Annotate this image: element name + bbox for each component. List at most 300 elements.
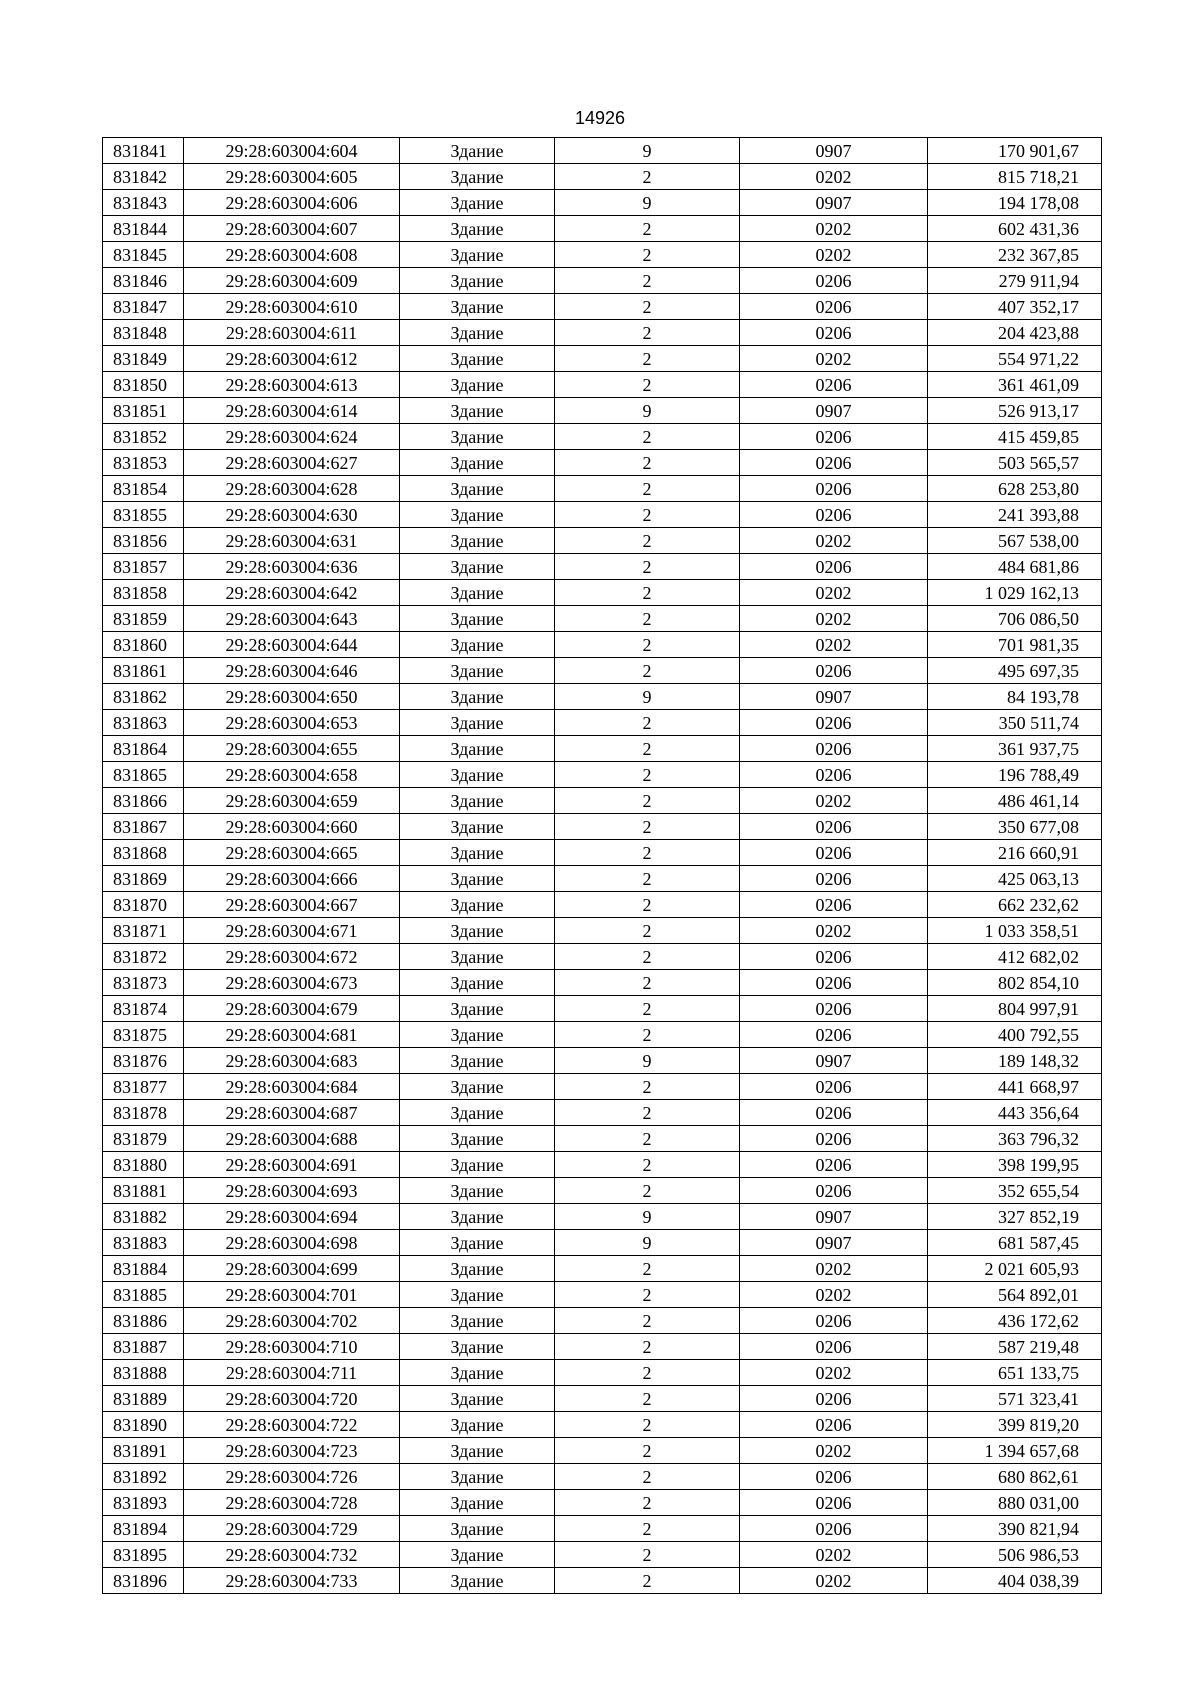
cadastral-value-cell: 204 423,88 (928, 320, 1102, 346)
group-code-cell: 2 (555, 944, 740, 970)
cadastral-value-cell: 327 852,19 (928, 1204, 1102, 1230)
cadastral-number-cell: 29:28:603004:699 (184, 1256, 400, 1282)
table-row (103, 294, 1102, 320)
object-type-cell: Здание (400, 944, 555, 970)
group-code-cell: 2 (555, 242, 740, 268)
object-type-cell: Здание (400, 1412, 555, 1438)
cadastral-number-cell: 29:28:603004:711 (184, 1360, 400, 1386)
group-code-cell: 2 (555, 892, 740, 918)
subgroup-code-cell: 0907 (740, 138, 928, 164)
table-row (103, 1542, 1102, 1568)
subgroup-code-cell: 0206 (740, 1126, 928, 1152)
object-type-cell: Здание (400, 1178, 555, 1204)
cadastral-value-cell: 363 796,32 (928, 1126, 1102, 1152)
table-row (103, 164, 1102, 190)
object-type-cell: Здание (400, 1464, 555, 1490)
group-code-cell: 2 (555, 502, 740, 528)
row-number-cell: 831882 (103, 1204, 184, 1230)
subgroup-code-cell: 0206 (740, 944, 928, 970)
table-row (103, 1334, 1102, 1360)
subgroup-code-cell: 0907 (740, 398, 928, 424)
subgroup-code-cell: 0206 (740, 866, 928, 892)
cadastral-number-cell: 29:28:603004:701 (184, 1282, 400, 1308)
group-code-cell: 2 (555, 918, 740, 944)
subgroup-code-cell: 0206 (740, 762, 928, 788)
subgroup-code-cell: 0206 (740, 1334, 928, 1360)
subgroup-code-cell: 0202 (740, 528, 928, 554)
group-code-cell: 9 (555, 684, 740, 710)
table-row (103, 1022, 1102, 1048)
row-number-cell: 831854 (103, 476, 184, 502)
object-type-cell: Здание (400, 1386, 555, 1412)
cadastral-number-cell: 29:28:603004:614 (184, 398, 400, 424)
group-code-cell: 2 (555, 1074, 740, 1100)
subgroup-code-cell: 0206 (740, 502, 928, 528)
table-row (103, 450, 1102, 476)
cadastral-number-cell: 29:28:603004:679 (184, 996, 400, 1022)
cadastral-number-cell: 29:28:603004:608 (184, 242, 400, 268)
subgroup-code-cell: 0206 (740, 1412, 928, 1438)
cadastral-number-cell: 29:28:603004:691 (184, 1152, 400, 1178)
cadastral-value-cell: 232 367,85 (928, 242, 1102, 268)
group-code-cell: 2 (555, 424, 740, 450)
cadastral-number-cell: 29:28:603004:653 (184, 710, 400, 736)
cadastral-value-cell: 484 681,86 (928, 554, 1102, 580)
table-row (103, 1490, 1102, 1516)
table-row (103, 1386, 1102, 1412)
row-number-cell: 831867 (103, 814, 184, 840)
subgroup-code-cell: 0202 (740, 606, 928, 632)
subgroup-code-cell: 0206 (740, 1074, 928, 1100)
row-number-cell: 831865 (103, 762, 184, 788)
row-number-cell: 831858 (103, 580, 184, 606)
table-row (103, 476, 1102, 502)
subgroup-code-cell: 0907 (740, 684, 928, 710)
row-number-cell: 831875 (103, 1022, 184, 1048)
cadastral-number-cell: 29:28:603004:710 (184, 1334, 400, 1360)
table-row (103, 840, 1102, 866)
table-row (103, 346, 1102, 372)
group-code-cell: 2 (555, 1516, 740, 1542)
object-type-cell: Здание (400, 164, 555, 190)
table-row (103, 1100, 1102, 1126)
cadastral-value-cell: 880 031,00 (928, 1490, 1102, 1516)
row-number-cell: 831859 (103, 606, 184, 632)
group-code-cell: 2 (555, 1126, 740, 1152)
cadastral-number-cell: 29:28:603004:609 (184, 268, 400, 294)
subgroup-code-cell: 0206 (740, 1308, 928, 1334)
table-row (103, 372, 1102, 398)
cadastral-value-cell: 361 937,75 (928, 736, 1102, 762)
group-code-cell: 2 (555, 606, 740, 632)
row-number-cell: 831863 (103, 710, 184, 736)
cadastral-value-cell: 628 253,80 (928, 476, 1102, 502)
cadastral-value-cell: 701 981,35 (928, 632, 1102, 658)
subgroup-code-cell: 0206 (740, 1178, 928, 1204)
cadastral-number-cell: 29:28:603004:659 (184, 788, 400, 814)
subgroup-code-cell: 0907 (740, 190, 928, 216)
subgroup-code-cell: 0907 (740, 1230, 928, 1256)
table-row (103, 1516, 1102, 1542)
cadastral-value-cell: 495 697,35 (928, 658, 1102, 684)
subgroup-code-cell: 0202 (740, 164, 928, 190)
subgroup-code-cell: 0202 (740, 242, 928, 268)
group-code-cell: 2 (555, 1282, 740, 1308)
group-code-cell: 2 (555, 450, 740, 476)
subgroup-code-cell: 0206 (740, 372, 928, 398)
group-code-cell: 2 (555, 372, 740, 398)
object-type-cell: Здание (400, 476, 555, 502)
object-type-cell: Здание (400, 736, 555, 762)
cadastral-value-cell: 407 352,17 (928, 294, 1102, 320)
cadastral-value-cell: 196 788,49 (928, 762, 1102, 788)
object-type-cell: Здание (400, 1100, 555, 1126)
cadastral-value-cell: 399 819,20 (928, 1412, 1102, 1438)
cadastral-value-cell: 815 718,21 (928, 164, 1102, 190)
table-row (103, 736, 1102, 762)
cadastral-value-cell: 170 901,67 (928, 138, 1102, 164)
object-type-cell: Здание (400, 346, 555, 372)
row-number-cell: 831878 (103, 1100, 184, 1126)
group-code-cell: 9 (555, 1048, 740, 1074)
row-number-cell: 831885 (103, 1282, 184, 1308)
group-code-cell: 2 (555, 1022, 740, 1048)
table-row (103, 970, 1102, 996)
cadastral-value-cell: 441 668,97 (928, 1074, 1102, 1100)
subgroup-code-cell: 0202 (740, 216, 928, 242)
object-type-cell: Здание (400, 684, 555, 710)
cadastral-value-cell: 216 660,91 (928, 840, 1102, 866)
object-type-cell: Здание (400, 268, 555, 294)
cadastral-number-cell: 29:28:603004:604 (184, 138, 400, 164)
group-code-cell: 2 (555, 736, 740, 762)
table-row (103, 658, 1102, 684)
cadastral-value-cell: 1 033 358,51 (928, 918, 1102, 944)
object-type-cell: Здание (400, 1438, 555, 1464)
cadastral-value-cell: 390 821,94 (928, 1516, 1102, 1542)
subgroup-code-cell: 0206 (740, 320, 928, 346)
row-number-cell: 831862 (103, 684, 184, 710)
group-code-cell: 2 (555, 710, 740, 736)
table-row (103, 788, 1102, 814)
table-row (103, 1204, 1102, 1230)
table-row (103, 1074, 1102, 1100)
subgroup-code-cell: 0202 (740, 346, 928, 372)
group-code-cell: 9 (555, 190, 740, 216)
cadastral-number-cell: 29:28:603004:624 (184, 424, 400, 450)
cadastral-value-cell: 681 587,45 (928, 1230, 1102, 1256)
table-row (103, 268, 1102, 294)
cadastral-number-cell: 29:28:603004:628 (184, 476, 400, 502)
table-row (103, 1126, 1102, 1152)
group-code-cell: 2 (555, 658, 740, 684)
cadastral-number-cell: 29:28:603004:683 (184, 1048, 400, 1074)
cadastral-value-cell: 398 199,95 (928, 1152, 1102, 1178)
cadastral-value-cell: 651 133,75 (928, 1360, 1102, 1386)
subgroup-code-cell: 0907 (740, 1204, 928, 1230)
table-row (103, 892, 1102, 918)
object-type-cell: Здание (400, 1568, 555, 1594)
table-row (103, 1412, 1102, 1438)
table-row (103, 1282, 1102, 1308)
subgroup-code-cell: 0206 (740, 1100, 928, 1126)
row-number-cell: 831880 (103, 1152, 184, 1178)
table-row (103, 1230, 1102, 1256)
subgroup-code-cell: 0206 (740, 1516, 928, 1542)
group-code-cell: 2 (555, 970, 740, 996)
table-row (103, 138, 1102, 164)
row-number-cell: 831876 (103, 1048, 184, 1074)
table-body (103, 138, 1102, 1594)
group-code-cell: 2 (555, 268, 740, 294)
subgroup-code-cell: 0202 (740, 1542, 928, 1568)
group-code-cell: 2 (555, 294, 740, 320)
subgroup-code-cell: 0206 (740, 658, 928, 684)
cadastral-value-cell: 486 461,14 (928, 788, 1102, 814)
cadastral-value-cell: 526 913,17 (928, 398, 1102, 424)
object-type-cell: Здание (400, 866, 555, 892)
object-type-cell: Здание (400, 294, 555, 320)
subgroup-code-cell: 0206 (740, 268, 928, 294)
row-number-cell: 831889 (103, 1386, 184, 1412)
subgroup-code-cell: 0907 (740, 1048, 928, 1074)
table-row (103, 762, 1102, 788)
subgroup-code-cell: 0206 (740, 554, 928, 580)
subgroup-code-cell: 0206 (740, 970, 928, 996)
object-type-cell: Здание (400, 1126, 555, 1152)
row-number-cell: 831855 (103, 502, 184, 528)
row-number-cell: 831842 (103, 164, 184, 190)
group-code-cell: 2 (555, 1256, 740, 1282)
row-number-cell: 831886 (103, 1308, 184, 1334)
cadastral-value-cell: 567 538,00 (928, 528, 1102, 554)
cadastral-number-cell: 29:28:603004:606 (184, 190, 400, 216)
group-code-cell: 2 (555, 814, 740, 840)
object-type-cell: Здание (400, 892, 555, 918)
cadastral-number-cell: 29:28:603004:732 (184, 1542, 400, 1568)
cadastral-number-cell: 29:28:603004:607 (184, 216, 400, 242)
object-type-cell: Здание (400, 1204, 555, 1230)
object-type-cell: Здание (400, 918, 555, 944)
cadastral-number-cell: 29:28:603004:644 (184, 632, 400, 658)
object-type-cell: Здание (400, 138, 555, 164)
object-type-cell: Здание (400, 528, 555, 554)
table-row (103, 1464, 1102, 1490)
cadastral-number-cell: 29:28:603004:722 (184, 1412, 400, 1438)
cadastral-value-cell: 506 986,53 (928, 1542, 1102, 1568)
cadastral-number-cell: 29:28:603004:665 (184, 840, 400, 866)
table-row (103, 424, 1102, 450)
row-number-cell: 831870 (103, 892, 184, 918)
cadastral-value-cell: 404 038,39 (928, 1568, 1102, 1594)
cadastral-number-cell: 29:28:603004:733 (184, 1568, 400, 1594)
cadastral-value-cell: 189 148,32 (928, 1048, 1102, 1074)
subgroup-code-cell: 0206 (740, 424, 928, 450)
group-code-cell: 2 (555, 1438, 740, 1464)
cadastral-number-cell: 29:28:603004:605 (184, 164, 400, 190)
cadastral-number-cell: 29:28:603004:611 (184, 320, 400, 346)
row-number-cell: 831857 (103, 554, 184, 580)
table-row (103, 996, 1102, 1022)
cadastral-number-cell: 29:28:603004:687 (184, 1100, 400, 1126)
group-code-cell: 2 (555, 1464, 740, 1490)
row-number-cell: 831844 (103, 216, 184, 242)
cadastral-value-cell: 436 172,62 (928, 1308, 1102, 1334)
group-code-cell: 2 (555, 216, 740, 242)
subgroup-code-cell: 0206 (740, 294, 928, 320)
row-number-cell: 831866 (103, 788, 184, 814)
subgroup-code-cell: 0202 (740, 632, 928, 658)
cadastral-number-cell: 29:28:603004:658 (184, 762, 400, 788)
group-code-cell: 2 (555, 1100, 740, 1126)
cadastral-value-cell: 1 394 657,68 (928, 1438, 1102, 1464)
object-type-cell: Здание (400, 1282, 555, 1308)
row-number-cell: 831864 (103, 736, 184, 762)
subgroup-code-cell: 0202 (740, 1256, 928, 1282)
cadastral-number-cell: 29:28:603004:702 (184, 1308, 400, 1334)
object-type-cell: Здание (400, 242, 555, 268)
table-row (103, 1178, 1102, 1204)
group-code-cell: 9 (555, 1230, 740, 1256)
cadastral-value-cell: 443 356,64 (928, 1100, 1102, 1126)
table-row (103, 398, 1102, 424)
cadastral-value-cell: 425 063,13 (928, 866, 1102, 892)
subgroup-code-cell: 0206 (740, 1464, 928, 1490)
row-number-cell: 831848 (103, 320, 184, 346)
object-type-cell: Здание (400, 1542, 555, 1568)
table-row (103, 1360, 1102, 1386)
cadastral-number-cell: 29:28:603004:650 (184, 684, 400, 710)
group-code-cell: 2 (555, 996, 740, 1022)
group-code-cell: 2 (555, 554, 740, 580)
row-number-cell: 831869 (103, 866, 184, 892)
group-code-cell: 2 (555, 346, 740, 372)
object-type-cell: Здание (400, 1360, 555, 1386)
cadastral-value-cell: 802 854,10 (928, 970, 1102, 996)
object-type-cell: Здание (400, 1516, 555, 1542)
table-row (103, 1256, 1102, 1282)
row-number-cell: 831853 (103, 450, 184, 476)
row-number-cell: 831877 (103, 1074, 184, 1100)
subgroup-code-cell: 0202 (740, 1282, 928, 1308)
subgroup-code-cell: 0202 (740, 918, 928, 944)
cadastral-number-cell: 29:28:603004:729 (184, 1516, 400, 1542)
subgroup-code-cell: 0206 (740, 840, 928, 866)
table-row (103, 918, 1102, 944)
object-type-cell: Здание (400, 632, 555, 658)
cadastral-number-cell: 29:28:603004:646 (184, 658, 400, 684)
cadastral-number-cell: 29:28:603004:643 (184, 606, 400, 632)
object-type-cell: Здание (400, 606, 555, 632)
group-code-cell: 2 (555, 1308, 740, 1334)
group-code-cell: 2 (555, 1412, 740, 1438)
subgroup-code-cell: 0202 (740, 788, 928, 814)
cadastral-value-cell: 84 193,78 (928, 684, 1102, 710)
subgroup-code-cell: 0206 (740, 892, 928, 918)
row-number-cell: 831861 (103, 658, 184, 684)
group-code-cell: 2 (555, 762, 740, 788)
cadastral-number-cell: 29:28:603004:631 (184, 528, 400, 554)
group-code-cell: 2 (555, 1178, 740, 1204)
cadastral-number-cell: 29:28:603004:673 (184, 970, 400, 996)
cadastral-number-cell: 29:28:603004:612 (184, 346, 400, 372)
object-type-cell: Здание (400, 710, 555, 736)
group-code-cell: 2 (555, 528, 740, 554)
cadastral-value-cell: 804 997,91 (928, 996, 1102, 1022)
group-code-cell: 2 (555, 788, 740, 814)
group-code-cell: 2 (555, 164, 740, 190)
table-row (103, 1438, 1102, 1464)
group-code-cell: 9 (555, 1204, 740, 1230)
cadastral-number-cell: 29:28:603004:720 (184, 1386, 400, 1412)
subgroup-code-cell: 0202 (740, 580, 928, 606)
table-row (103, 710, 1102, 736)
group-code-cell: 2 (555, 1568, 740, 1594)
row-number-cell: 831890 (103, 1412, 184, 1438)
group-code-cell: 2 (555, 580, 740, 606)
group-code-cell: 9 (555, 398, 740, 424)
row-number-cell: 831887 (103, 1334, 184, 1360)
object-type-cell: Здание (400, 580, 555, 606)
cadastral-value-cell: 706 086,50 (928, 606, 1102, 632)
cadastral-value-cell: 587 219,48 (928, 1334, 1102, 1360)
subgroup-code-cell: 0206 (740, 996, 928, 1022)
cadastral-number-cell: 29:28:603004:694 (184, 1204, 400, 1230)
table-row (103, 502, 1102, 528)
row-number-cell: 831847 (103, 294, 184, 320)
object-type-cell: Здание (400, 1048, 555, 1074)
row-number-cell: 831872 (103, 944, 184, 970)
table-row (103, 190, 1102, 216)
row-number-cell: 831849 (103, 346, 184, 372)
row-number-cell: 831888 (103, 1360, 184, 1386)
row-number-cell: 831874 (103, 996, 184, 1022)
object-type-cell: Здание (400, 1152, 555, 1178)
object-type-cell: Здание (400, 1334, 555, 1360)
cadastral-value-cell: 194 178,08 (928, 190, 1102, 216)
table-row (103, 242, 1102, 268)
cadastral-number-cell: 29:28:603004:726 (184, 1464, 400, 1490)
object-type-cell: Здание (400, 1490, 555, 1516)
subgroup-code-cell: 0202 (740, 1568, 928, 1594)
cadastral-number-cell: 29:28:603004:642 (184, 580, 400, 606)
cadastral-value-cell: 571 323,41 (928, 1386, 1102, 1412)
row-number-cell: 831850 (103, 372, 184, 398)
cadastral-value-cell: 412 682,02 (928, 944, 1102, 970)
row-number-cell: 831895 (103, 1542, 184, 1568)
row-number-cell: 831871 (103, 918, 184, 944)
object-type-cell: Здание (400, 970, 555, 996)
subgroup-code-cell: 0206 (740, 814, 928, 840)
cadastral-value-cell: 350 511,74 (928, 710, 1102, 736)
cadastral-number-cell: 29:28:603004:693 (184, 1178, 400, 1204)
table-row (103, 632, 1102, 658)
object-type-cell: Здание (400, 554, 555, 580)
object-type-cell: Здание (400, 320, 555, 346)
cadastral-number-cell: 29:28:603004:636 (184, 554, 400, 580)
cadastral-value-cell: 415 459,85 (928, 424, 1102, 450)
cadastral-value-cell: 554 971,22 (928, 346, 1102, 372)
subgroup-code-cell: 0202 (740, 1360, 928, 1386)
row-number-cell: 831893 (103, 1490, 184, 1516)
row-number-cell: 831873 (103, 970, 184, 996)
table-row (103, 1048, 1102, 1074)
cadastral-value-cell: 680 862,61 (928, 1464, 1102, 1490)
cadastral-value-cell: 361 461,09 (928, 372, 1102, 398)
subgroup-code-cell: 0206 (740, 450, 928, 476)
table-row (103, 216, 1102, 242)
object-type-cell: Здание (400, 658, 555, 684)
